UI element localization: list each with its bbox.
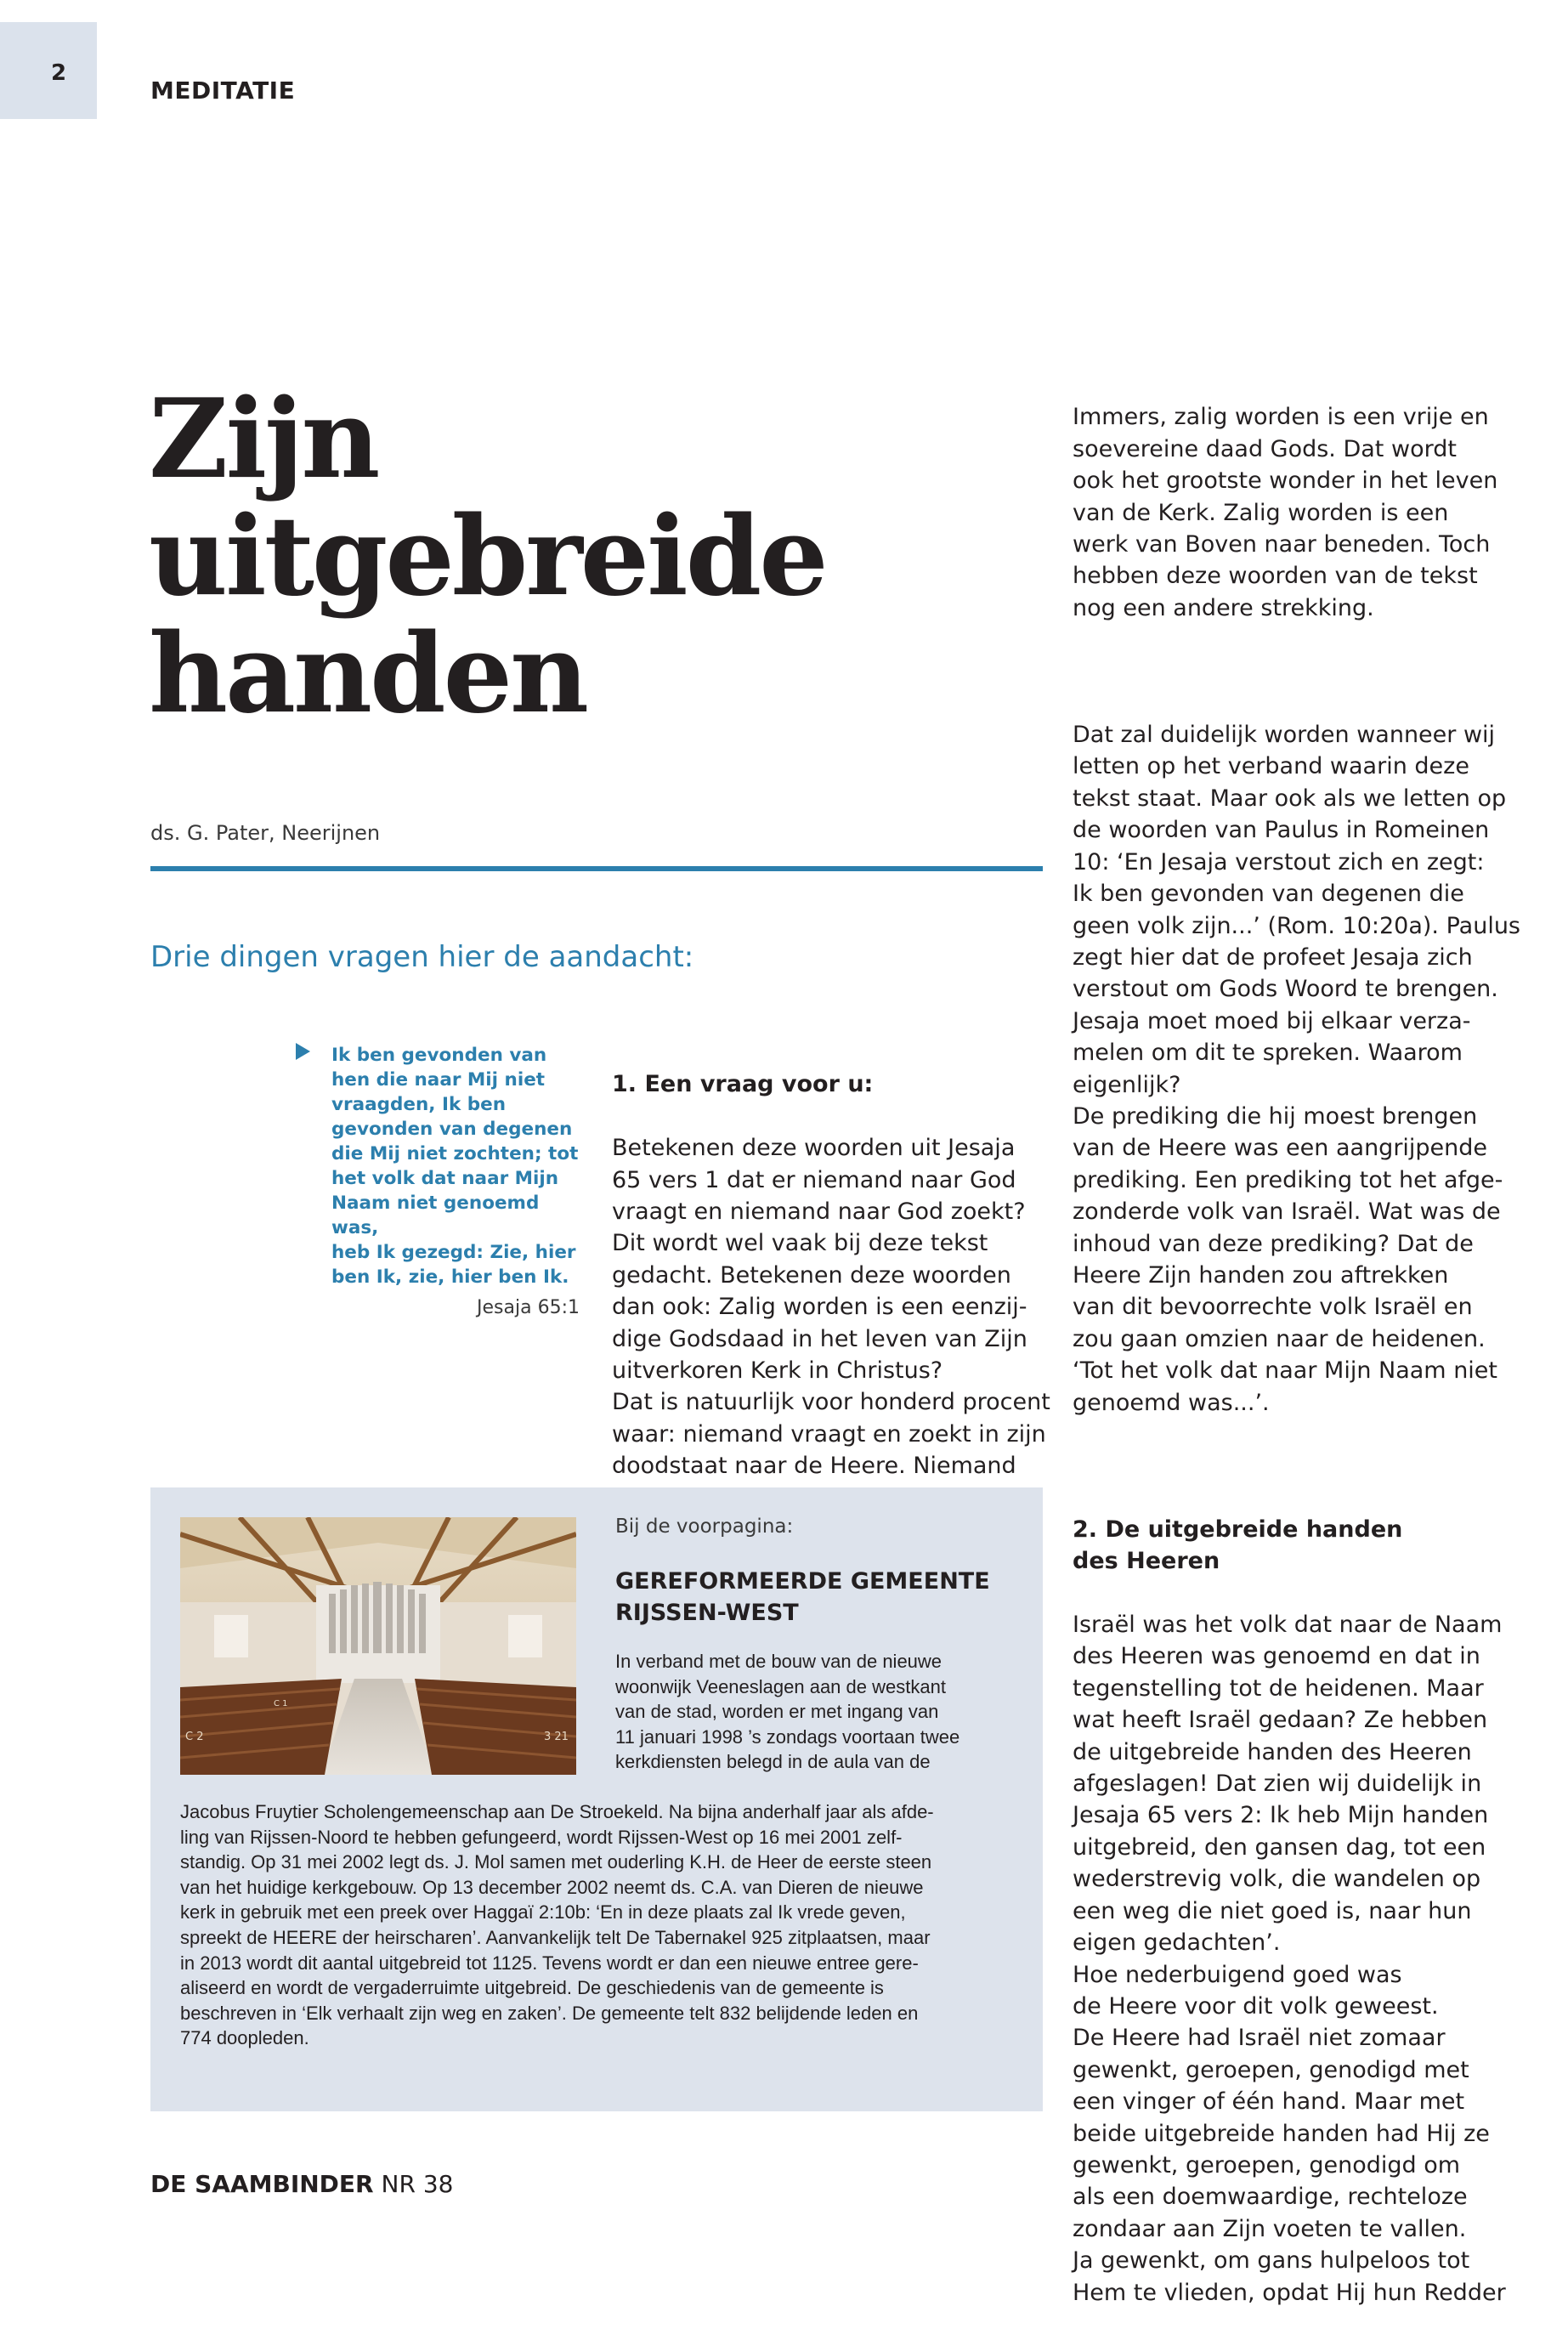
section-heading-2: 2. De uitgebreide handen des Heeren xyxy=(1073,1516,1403,1575)
title-line-2: uitgebreide xyxy=(149,493,826,620)
paragraph-2: Dat zal duidelijk worden wanneer wij letten op het verband waarin deze tekst staat. Maar ook als we letten op de woorden van Paulus in Romeinen 10: ‘En Jesaja verstout zich en zegt: Ik ben gevonden van degenen die geen volk zijn...’ (Rom. 10:20a). Paulus zegt hier dat de profeet Jesaja zich verstout om Gods Woord te brengen. Jesaja moet moed bij elkaar verza- melen om dit te spreken. Waarom eigenlijk? De prediking die hij moest brengen van de Heere was een aangrijpende prediking. Een prediking tot het afge- zonderde volk van Israël. Wat was de inhoud van deze prediking? Dat de Heere Zijn handen zou aftrekken van dit bevoorrechte volk Israël en zou gaan omzien naar de heidenen. ‘Tot het volk dat naar Mijn Naam niet genoemd was...’. xyxy=(1073,722,1521,1416)
author-byline: ds. G. Pater, Neerijnen xyxy=(150,821,381,845)
footer-issue: NR 38 xyxy=(381,2170,454,2198)
cover-title: GEREFORMEERDE GEMEENTE RIJSSEN-WEST xyxy=(615,1568,990,1626)
title-divider xyxy=(150,866,1043,871)
pullquote-reference: Jesaja 65:1 xyxy=(477,1297,580,1318)
section-heading-1: 1. Een vraag voor u: xyxy=(612,1071,874,1098)
quote-triangle-icon xyxy=(296,1043,310,1060)
page-number: 2 xyxy=(51,60,67,86)
section-label: MEDITATIE xyxy=(150,76,296,105)
article-title xyxy=(149,376,826,738)
pew-number-c1: C 1 xyxy=(274,1699,288,1708)
cover-body-top: In verband met de bouw van de nieuwe woonwijk Veeneslagen aan de westkant van de stad, worden er met ingang van 11 januari 1998 ’s zondags voortaan twee kerkdiensten belegd in de aula van de xyxy=(615,1651,960,1773)
paragraph-1: Immers, zalig worden is een vrije en soevereine daad Gods. Dat wordt ook het grootste wonder in het leven van de Kerk. Zalig worden is een werk van Boven naar beneden. Toch hebben deze woorden van de tekst nog een andere strekking. xyxy=(1073,404,1498,621)
footer-magazine xyxy=(150,2170,453,2198)
column-middle-body: Betekenen deze woorden uit Jesaja 65 vers 1 dat er niemand naar God vraagt en niemand naar God zoekt? Dit wordt wel vaak bij deze tekst gedacht. Betekenen deze woorden dan ook: Zalig worden is een eenzij- dige Godsdaad in het leven van Zijn uitverkoren Kerk in Christus? Dat is natuurlijk voor honderd procent waar: niemand vraagt en zoekt in zijn doodstaat naar de Heere. Niemand xyxy=(612,1135,1050,1480)
church-interior-photo xyxy=(180,1517,576,1775)
paragraph-3: Israël was het volk dat naar de Naam des Heeren was genoemd en dat in tegenstelling tot de heidenen. Maar wat heeft Israël gedaan? Ze hebben de uitgebreide handen des Heeren afgeslagen! Dat zien wij duidelijk in Jesaja 65 vers 2: Ik heb Mijn handen uitgebreid, den gansen dag, tot een wederstrevig volk, die wandelen op een weg die niet goed is, naar hun eigen gedachten’. Hoe nederbuigend goed was de Heere voor dit volk geweest. De Heere had Israël niet zomaar gewenkt, geroepen, genodigd met een vinger of één hand. Maar met beide uitgebreide handen had Hij ze gewenkt, geroepen, genodigd om als een doemwaardige, rechteloze zondaar aan Zijn voeten te vallen. Ja gewenkt, om gans hulpeloos tot Hem te vlieden, opdat Hij hun Redder xyxy=(1073,1612,1506,2306)
pew-number-c2: C 2 xyxy=(185,1731,204,1743)
column-middle xyxy=(612,1037,1054,1546)
footer-magazine-name: DE SAAMBINDER xyxy=(150,2170,374,2198)
cover-body-bottom: Jacobus Fruytier Scholengemeenschap aan De Stroekeld. Na bijna anderhalf jaar als afde- ling van Rijssen-Noord te hebben gefungeerd, wordt Rijssen-West op 16 mei 2001 zelf- standig. Op 31 mei 2002 legt ds. J. Mol samen met ouderling K.H. de Heer de eerste steen van het huidige kerkgebouw. Op 13 december 2002 neemt ds. C.A. van Dieren de nieuwe kerk in gebruik met een preek over Haggaï 2:10b: ‘En in deze plaats zal Ik vrede geven, spreekt de HEERE der heirscharen’. Aanvankelijk telt De Tabernakel 925 zitplaatsen, maar in 2013 wordt dit aantal uitgebreid tot 1125. Tevens wordt er dan een nieuwe entree gere- aliseerd en wordt de vergaderruimte uitgebreid. De geschiedenis van de gemeente is beschreven in ‘Elk verhaalt zijn weg en zaken’. De gemeente telt 832 belijdende leden en 774 doopleden. xyxy=(180,1801,934,2049)
pew-number-321: 3 21 xyxy=(544,1731,569,1743)
title-line-3: handen xyxy=(149,610,587,738)
title-line-1: Zijn xyxy=(149,376,378,503)
page-number-tab xyxy=(0,22,97,119)
cover-intro-label: Bij de voorpagina: xyxy=(615,1516,794,1538)
intro-heading: Drie dingen vragen hier de aandacht: xyxy=(150,940,694,974)
pullquote-text: Ik ben gevonden van hen die naar Mij niet vraagden, Ik ben gevonden van degenen die Mij niet zochten; tot het volk dat naar Mijn Naam niet genoemd was, heb Ik gezegd: Zie, hier ben Ik, zie, hier ben Ik. xyxy=(331,1045,579,1288)
column-right xyxy=(1073,370,1531,2340)
